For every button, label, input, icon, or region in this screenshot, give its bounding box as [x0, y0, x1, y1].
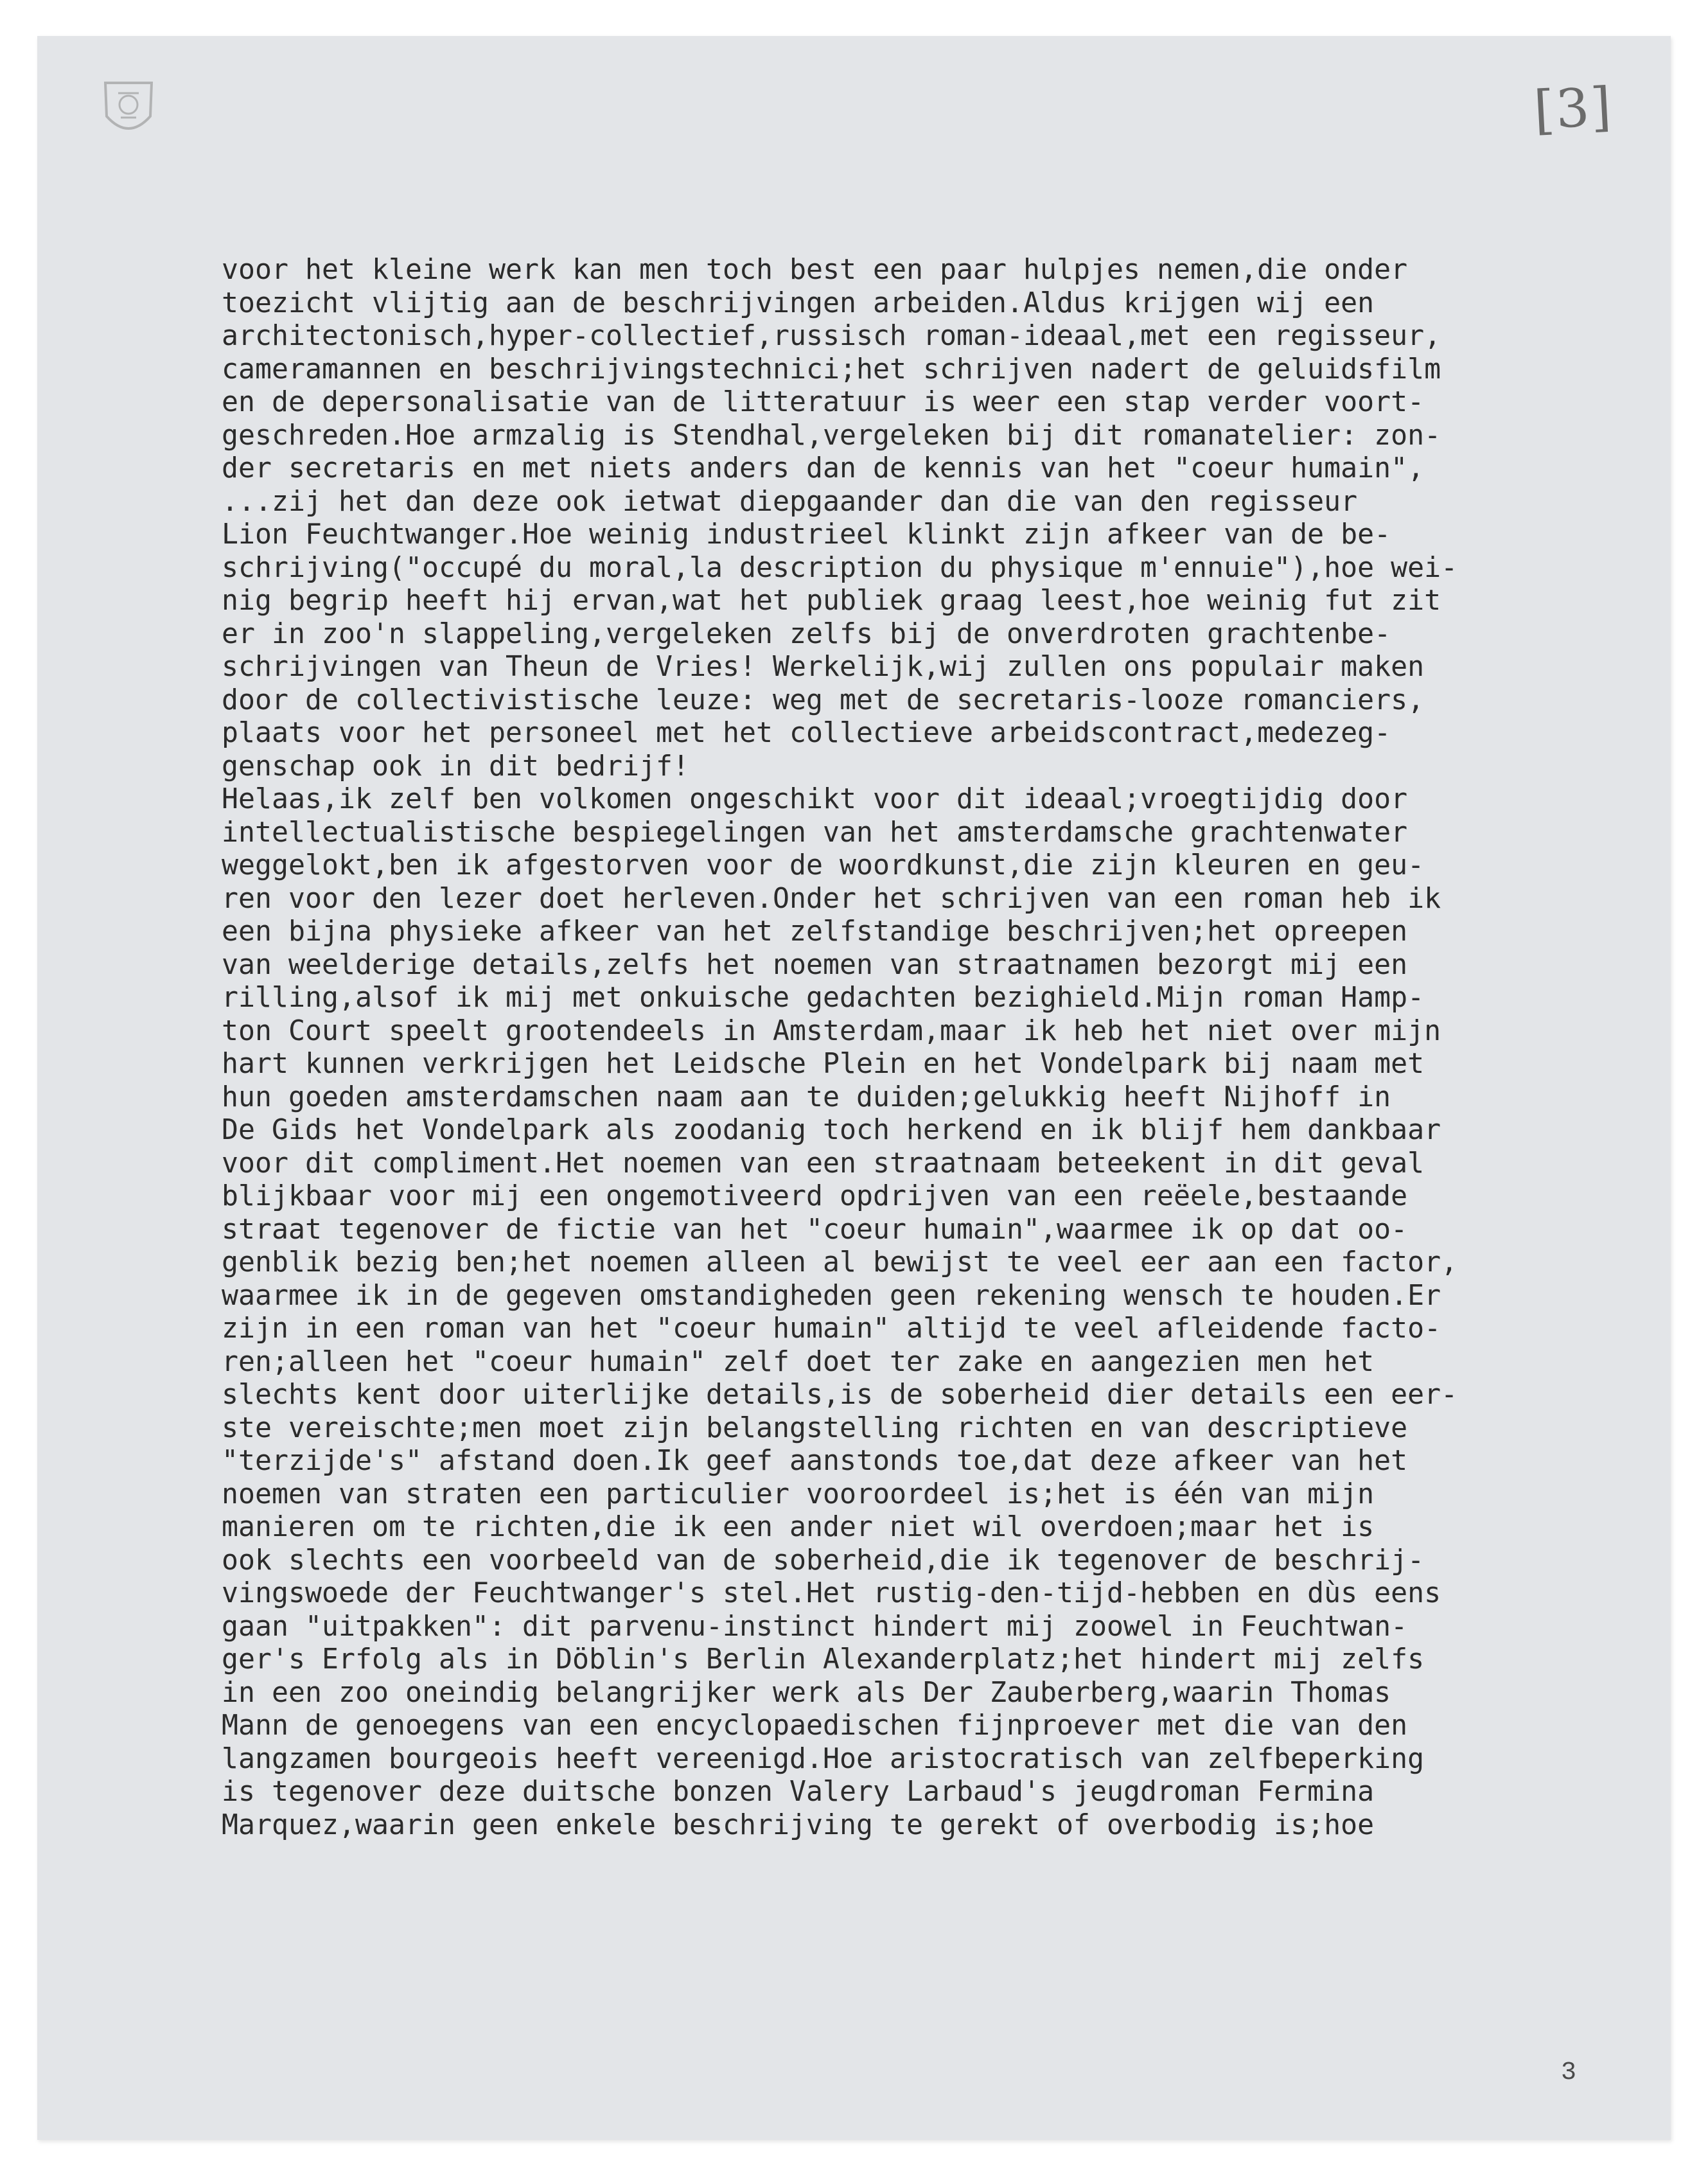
text-line: waarmee ik in de gegeven omstandigheden geen rekening wensch te houden.Er: [222, 1279, 1441, 1312]
text-line: nig begrip heeft hij ervan,wat het publiek graag leest,hoe weinig fut zit: [222, 585, 1441, 617]
text-line: genschap ook in dit bedrijf!: [222, 750, 690, 782]
text-line: ook slechts een voorbeeld van de soberheid,die ik tegenover de beschrij-: [222, 1544, 1425, 1577]
text-line: is tegenover deze duitsche bonzen Valery Larbaud's jeugdroman Fermina: [222, 1776, 1375, 1808]
text-line: schrijving("occupé du moral,la description du physique m'ennuie"),hoe wei-: [222, 551, 1458, 584]
text-line: weggelokt,ben ik afgestorven voor de woordkunst,die zijn kleuren en geu-: [222, 849, 1425, 881]
text-line: Marquez,waarin geen enkele beschrijving te gerekt of overbodig is;hoe: [222, 1808, 1375, 1841]
text-line: ren;alleen het "coeur humain" zelf doet ter zake en aangezien men het: [222, 1345, 1375, 1378]
text-line: hun goeden amsterdamschen naam aan te duiden;gelukkig heeft Nijhoff in: [222, 1081, 1391, 1113]
text-line: ton Court speelt grootendeels in Amsterdam,maar ik heb het niet over mijn: [222, 1014, 1441, 1047]
text-line: plaats voor het personeel met het collectieve arbeidscontract,medezeg-: [222, 717, 1391, 749]
text-line: langzamen bourgeois heeft vereenigd.Hoe aristocratisch van zelfbeperking: [222, 1742, 1425, 1775]
text-line: straat tegenover de fictie van het "coeur humain",waarmee ik op dat oo-: [222, 1213, 1408, 1246]
text-line: "terzijde's" afstand doen.Ik geef aanstonds toe,dat deze afkeer van het: [222, 1445, 1408, 1477]
text-line: intellectualistische bespiegelingen van het amsterdamsche grachtenwater: [222, 816, 1408, 849]
text-line: een bijna physieke afkeer van het zelfstandige beschrijven;het opreepen: [222, 915, 1408, 948]
text-line: blijkbaar voor mij een ongemotiveerd opdrijven van een reëele,bestaande: [222, 1180, 1408, 1212]
text-line: gaan "uitpakken": dit parvenu-instinct hindert mij zoowel in Feuchtwan-: [222, 1610, 1408, 1643]
text-line: toezicht vlijtig aan de beschrijvingen arbeiden.Aldus krijgen wij een: [222, 287, 1375, 319]
library-stamp-icon: [99, 78, 158, 142]
text-line: hart kunnen verkrijgen het Leidsche Plein en het Vondelpark bij naam met: [222, 1048, 1425, 1080]
text-line: schrijvingen van Theun de Vries! Werkelijk,wij zullen ons populair maken: [222, 651, 1425, 683]
text-line: slechts kent door uiterlijke details,is de soberheid dier details een eer-: [222, 1379, 1458, 1411]
text-line: architectonisch,hyper-collectief,russisch roman-ideaal,met een regisseur,: [222, 320, 1441, 352]
text-line: Helaas,ik zelf ben volkomen ongeschikt voor dit ideaal;vroegtijdig door: [222, 783, 1408, 815]
page-number: 3: [1561, 2058, 1577, 2087]
handwritten-page-mark: [3]: [1532, 76, 1614, 142]
text-line: rilling,alsof ik mij met onkuische gedachten bezighield.Mijn roman Hamp-: [222, 982, 1425, 1014]
text-line: genblik bezig ben;het noemen alleen al bewijst te veel eer aan een factor,: [222, 1246, 1458, 1278]
text-line: van weelderige details,zelfs het noemen van straatnamen bezorgt mij een: [222, 948, 1408, 981]
text-line: ste vereischte;men moet zijn belangstelling richten en van descriptieve: [222, 1411, 1408, 1444]
text-line: ren voor den lezer doet herleven.Onder het schrijven van een roman heb ik: [222, 882, 1441, 915]
text-line: door de collectivistische leuze: weg met de secretaris-looze romanciers,: [222, 684, 1425, 716]
text-line: cameramannen en beschrijvingstechnici;het schrijven nadert de geluidsfilm: [222, 353, 1441, 385]
text-line: ger's Erfolg als in Döblin's Berlin Alexanderplatz;het hindert mij zelfs: [222, 1643, 1425, 1675]
text-line: geschreden.Hoe armzalig is Stendhal,vergeleken bij dit romanatelier: zon-: [222, 419, 1441, 452]
text-line: noemen van straten een particulier vooroordeel is;het is één van mijn: [222, 1478, 1375, 1510]
text-line: Lion Feuchtwanger.Hoe weinig industrieel klinkt zijn afkeer van de be-: [222, 518, 1391, 551]
text-line: Mann de genoegens van een encyclopaedischen fijnproever met die van den: [222, 1710, 1408, 1742]
text-line: De Gids het Vondelpark als zoodanig toch herkend en ik blijf hem dankbaar: [222, 1114, 1441, 1146]
text-line: er in zoo'n slappeling,vergeleken zelfs bij de onverdroten grachtenbe-: [222, 617, 1391, 650]
text-line: manieren om te richten,die ik een ander niet wil overdoen;maar het is: [222, 1511, 1375, 1543]
text-line: en de depersonalisatie van de litteratuur is weer een stap verder voort-: [222, 386, 1425, 418]
text-line: voor het kleine werk kan men toch best een paar hulpjes nemen,die onder: [222, 254, 1408, 286]
text-line: vingswoede der Feuchtwanger's stel.Het rustig-den-tijd-hebben en dùs eens: [222, 1577, 1441, 1609]
text-line: voor dit compliment.Het noemen van een straatnaam beteekent in dit geval: [222, 1147, 1425, 1180]
text-line: ...zij het dan deze ook ietwat diepgaander dan die van den regisseur: [222, 485, 1358, 518]
text-line: in een zoo oneindig belangrijker werk als Der Zauberberg,waarin Thomas: [222, 1676, 1391, 1709]
text-line: der secretaris en met niets anders dan de kennis van het "coeur humain",: [222, 452, 1425, 484]
typescript-body: [222, 254, 1635, 1842]
text-line: zijn in een roman van het "coeur humain" altijd te veel afleidende facto-: [222, 1312, 1441, 1345]
